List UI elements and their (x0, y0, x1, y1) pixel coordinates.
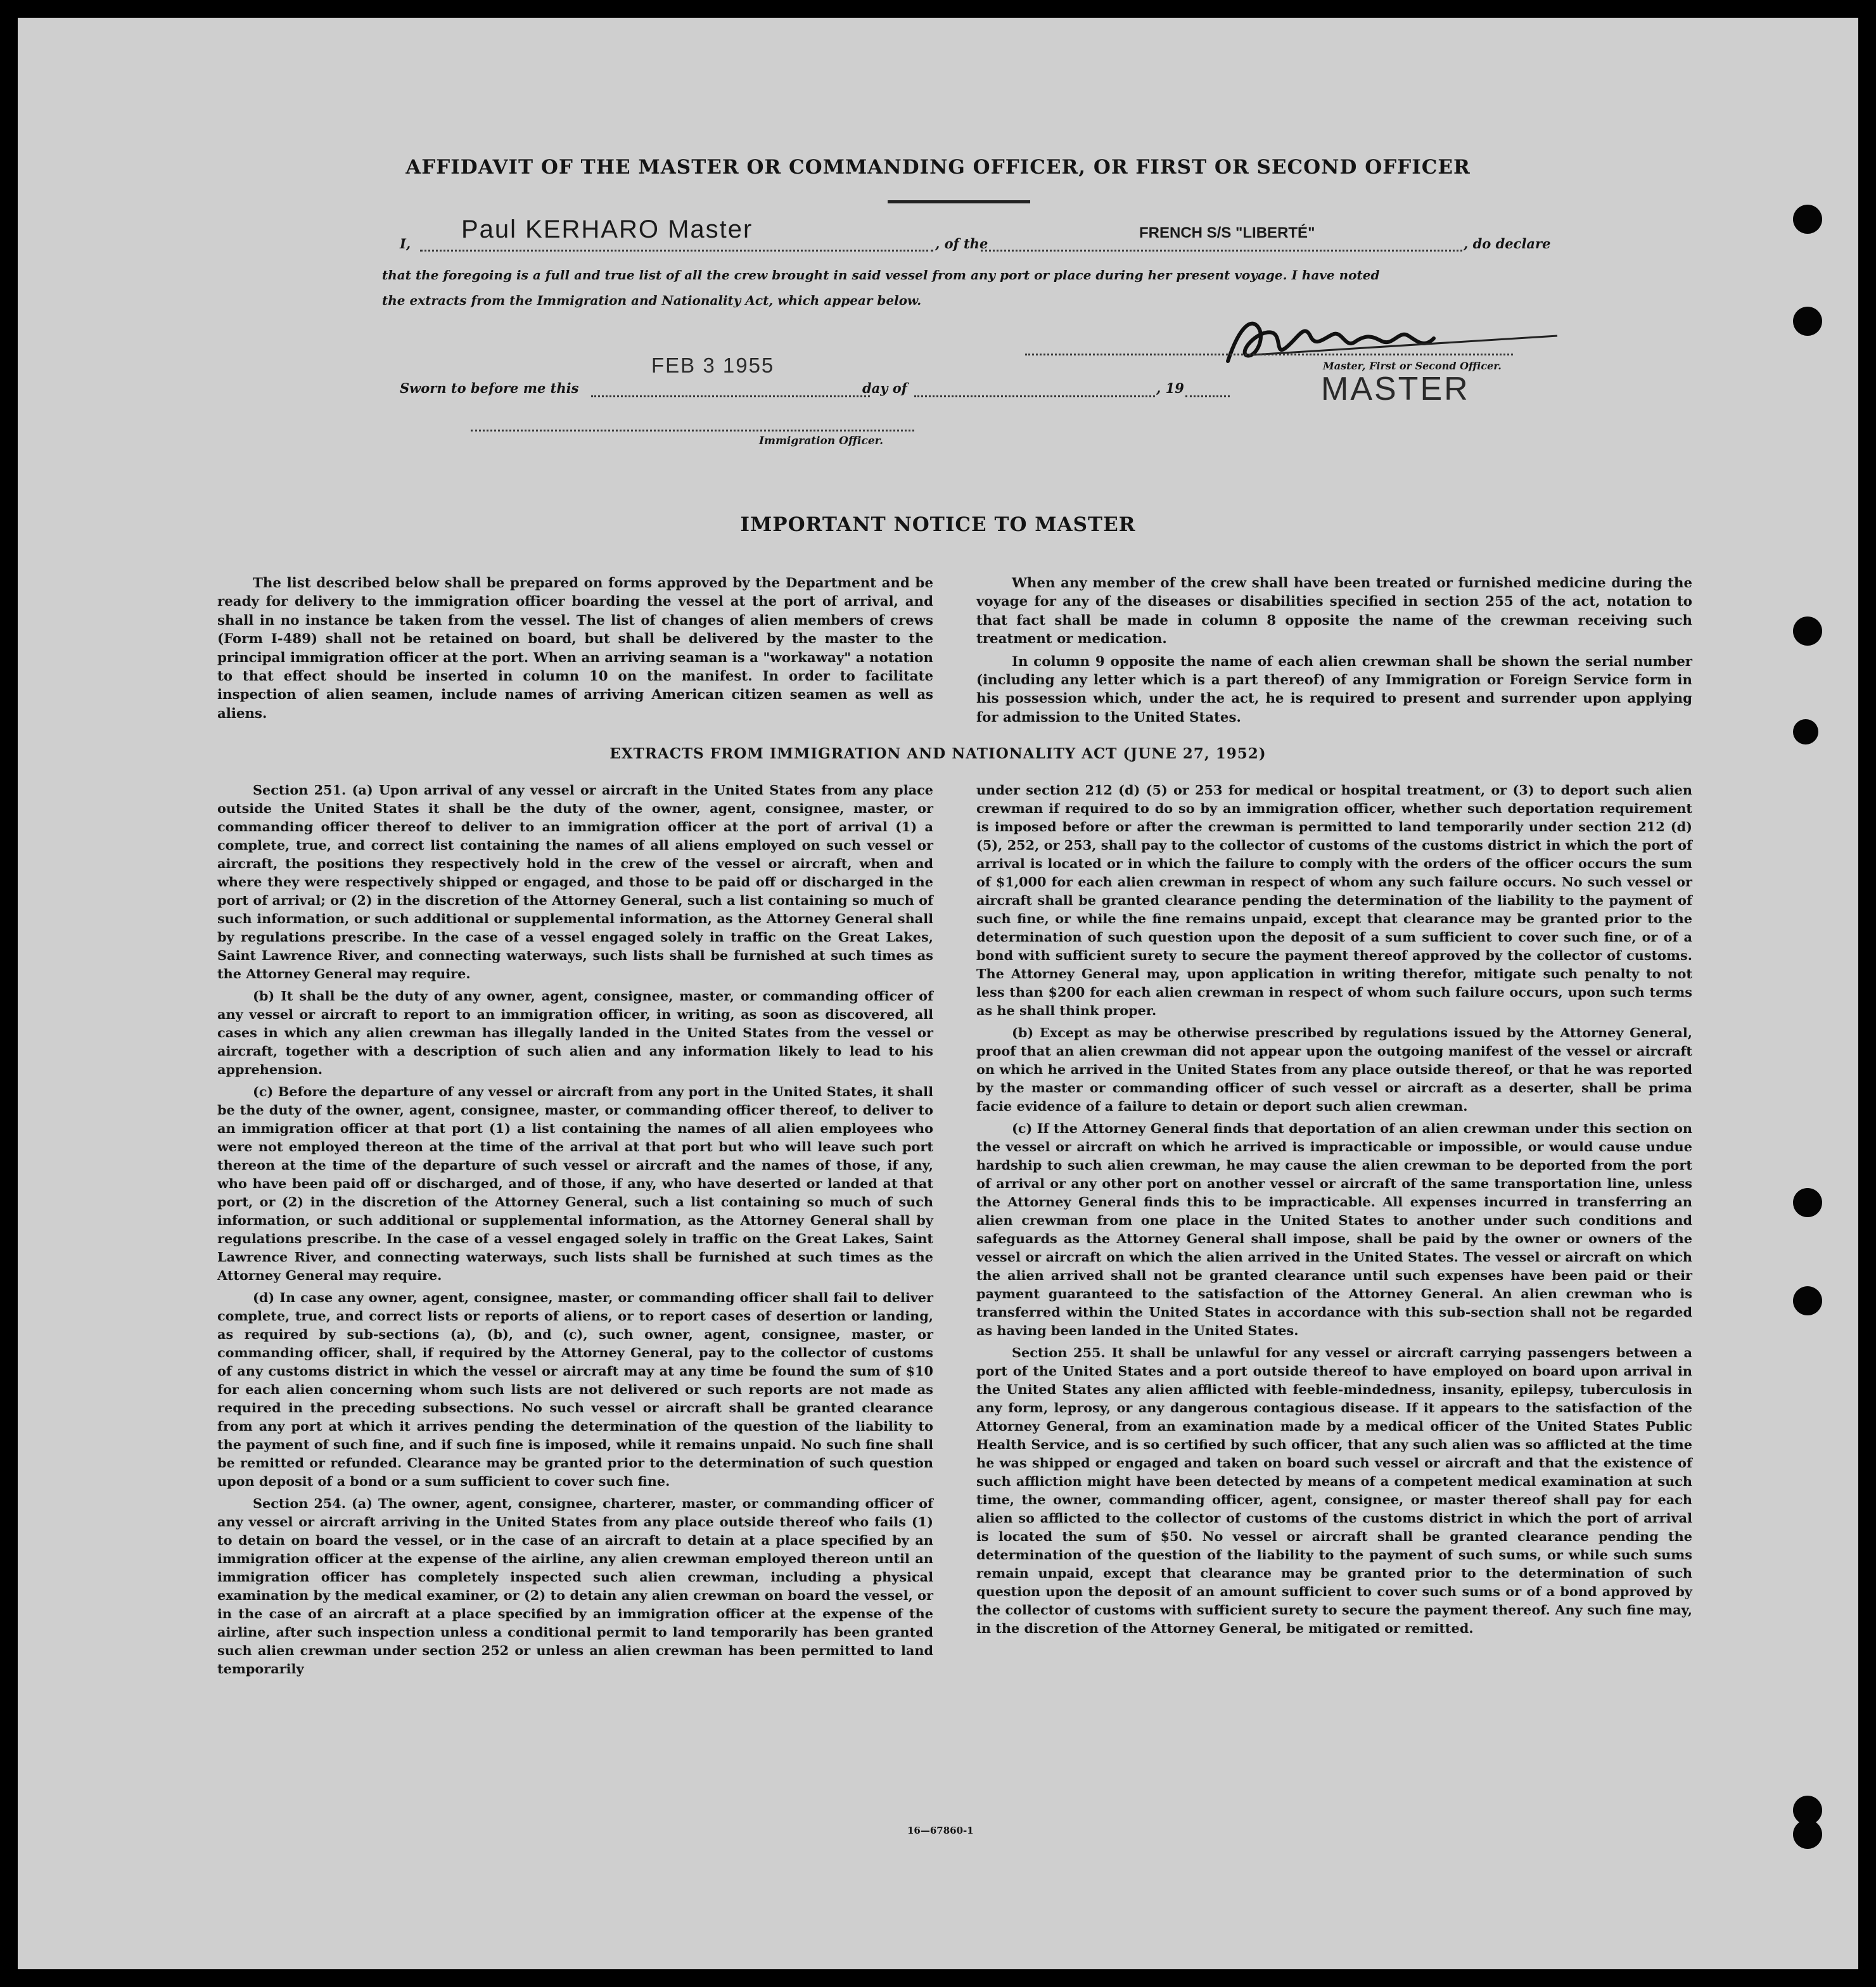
sworn-label: Sworn to before me this (400, 380, 579, 396)
sworn-day-line (591, 395, 870, 397)
vessel-name-line (981, 250, 1462, 252)
affidavit-title: AFFIDAVIT OF THE MASTER OR COMMANDING OFFICER, OR FIRST OR SECOND OFFICER (405, 156, 1471, 179)
extracts-title: EXTRACTS FROM IMMIGRATION AND NATIONALITY ACT (JUNE 27, 1952) (609, 745, 1267, 762)
declaration-line-1: that the foregoing is a full and true list of all the crew brought in said vessel from any port or place during her present voyage. I have noted (382, 267, 1380, 283)
day-of-label: day of (862, 380, 907, 396)
binder-hole (1793, 1820, 1822, 1849)
section-251-b: (b) It shall be the duty of any owner, agent, consignee, master, or commanding officer of any vessel or aircraft to report to an immigration officer, in writing, as soon as discovered, all cases in which any alien crewman has illegally landed in the United States from the vessel or aircraft, together with a description of such alien and any information likely to lead to his apprehension. (217, 988, 933, 1077)
section-254-c: (c) If the Attorney General finds that deportation of an alien crewman under this section on the vessel or aircraft on which he arrived is impracticable or impossible, or would cause undue hardship to such alien crewman, he may cause the alien crewman to be deported from the port of arrival or any other port on another vessel or aircraft of the same transportation line, unless the Attorney General finds this to be impracticable. All expenses incurred in transferring an alien crewman from one place in the United States to another under such conditions and safeguards as the Attorney General shall impose, shall be paid by the owner or owners of the vessel or aircraft on which the alien arrived in the United States. The vessel or aircraft on which the alien arrived shall not be granted clearance until such expenses have been paid or their payment guaranteed to the satisfaction of the Attorney General. An alien crewman who is transferred within the United States in accordance with this sub-section shall not be regarded as having been landed in the United States. (976, 1120, 1692, 1338)
form-code: 16—67860-1 (907, 1825, 974, 1836)
do-declare-label: , do declare (1464, 236, 1551, 252)
section-251-a: Section 251. (a) Upon arrival of any vessel or aircraft in the United States from any place outside the United States it shall be the duty of the owner, agent, consignee, master, or commanding officer thereof to deliver to an immigration officer at the port of arrival (1) a complete, true, and correct list containing the names of all aliens employed on such vessel or aircraft, the positions they respectively hold in the crew of the vessel or aircraft, when and where they were respectively shipped or engaged, and those to be paid off or discharged in the port of arrival; or (2) in the discretion of the Attorney General, such a list containing so much of such information, or such additional or supplemental information, as the Attorney General shall by regulations prescribe. In the case of a vessel engaged solely in traffic on the Great Lakes, Saint Lawrence River, and connecting waterways, such lists shall be furnished at such times as the Attorney General may require. (217, 782, 933, 981)
notice-right-paragraph-1: When any member of the crew shall have been treated or furnished medicine during the voyage for any of the diseases or disabilities specified in section 255 of the act, notation to that fact shall be made in column 8 opposite the name of the crewman receiving such treatment or medication. (976, 575, 1692, 648)
year-line (1185, 395, 1230, 397)
extracts-left-column (217, 781, 933, 1682)
officer-caption: Immigration Officer. (759, 435, 883, 447)
binder-hole (1793, 1188, 1822, 1217)
section-254-a-continued: under section 212 (d) (5) or 253 for medical or hospital treatment, or (3) to deport such alien crewman if required to do so by an immigration officer, whether such deportation requirement is imposed before or after the crewman is permitted to land temporarily under section 212 (d) (5), 252, or 253, shall pay to the collector of customs of the customs district in which the port of arrival is located or in which the failure to comply with the orders of the officer occurs the sum of $1,000 for each alien crewman in respect of whom any such failure occurs. No such vessel or aircraft shall be granted clearance pending the determination of the liability to the payment of such fine, or while the fine remains unpaid, except that clearance may be granted prior to the determination of such question upon the deposit of a sum sufficient to cover such fine, or of a bond with sufficient surety to secure the payment thereof approved by the collector of customs. The Attorney General may, upon application in writing therefor, mitigate such penalty to not less than $200 for each alien crewman in respect of whom such failure occurs, upon such terms as he shall think proper. (976, 782, 1692, 1018)
master-name: Paul KERHARO Master (461, 215, 753, 243)
title-underline (888, 200, 1030, 203)
section-251-c: (c) Before the departure of any vessel or aircraft from any port in the United States, it shall be the duty of the owner, agent, consignee, master, or commanding officer thereof, to deliver to an immigration officer at that port (1) a list containing the names of all alien employees who were not employed thereon at the time of the arrival at that port but who will leave such port thereon at the time of the departure of such vessel or aircraft and the names of those, if any, who have been paid off or discharged, and of those, if any, who have deserted or landed at that port, or (2) in the discretion of the Attorney General, such a list containing so much of such information, or such additional or supplemental information, as the Attorney General shall by regulations prescribe. In the case of a vessel engaged solely in traffic on the Great Lakes, Saint Lawrence River, and connecting waterways, such lists shall be furnished at such times as the Attorney General may require. (217, 1083, 933, 1283)
notice-right-column (976, 574, 1692, 731)
binder-hole (1793, 205, 1822, 234)
notice-left-column (217, 574, 933, 727)
notice-title: IMPORTANT NOTICE TO MASTER (740, 513, 1136, 536)
master-name-line (420, 250, 933, 252)
signature-line (1025, 354, 1513, 355)
declaration-line-2: the extracts from the Immigration and Nationality Act, which appear below. (382, 293, 922, 308)
section-254-a: Section 254. (a) The owner, agent, consignee, charterer, master, or commanding officer of any vessel or aircraft arriving in the United States from any place outside thereof who fails (1) to detain on board the vessel, or in the case of an aircraft to detain at a place specified by an immigration officer at the expense of the airline, any alien crewman employed thereon until an immigration officer has completely inspected such alien crewman, including a physical examination by the medical examiner, or (2) to detain any alien crewman on board the vessel, or in the case of an aircraft at a place specified by an immigration officer at the expense of the airline, after such inspection unless a conditional permit to land temporarily has been granted such alien crewman under section 252 or unless an alien crewman has been permitted to land temporarily (217, 1495, 933, 1677)
binder-hole (1793, 307, 1822, 336)
master-rank-stamp: MASTER (1321, 371, 1470, 407)
i-prefix: I, (400, 236, 411, 252)
of-the-label: , of the (935, 236, 988, 252)
immigration-officer-line (471, 430, 914, 431)
year-label: , 19 (1156, 380, 1184, 396)
date-stamp: FEB 3 1955 (651, 354, 775, 377)
section-254-b: (b) Except as may be otherwise prescribed by regulations issued by the Attorney General, proof that an alien crewman did not appear upon the outgoing manifest of the vessel or aircraft on which he arrived in the United States from any place outside thereof, or that he was reported by the master or commanding officer of such vessel or aircraft as a deserter, shall be prima facie evidence of a failure to detain or deport such alien crewman. (976, 1025, 1692, 1114)
binder-hole (1793, 1286, 1822, 1315)
extracts-right-column (976, 781, 1692, 1641)
document-page (18, 18, 1858, 1969)
section-255: Section 255. It shall be unlawful for any vessel or aircraft carrying passengers between a port of the United States and a port outside thereof to have employed on board upon arrival in the United States any alien afflicted with feeble-mindedness, insanity, epilepsy, tuberculosis in any form, leprosy, or any dangerous contagious disease. If it appears to the satisfaction of the Attorney General, from an examination made by a medical officer of the United States Public Health Service, and is so certified by such officer, that any such alien was so afflicted at the time he was shipped or engaged and taken on board such vessel or aircraft and that the existence of such affliction might have been detected by means of a competent medical examination at such time, the owner, commanding officer, agent, consignee, or master thereof shall pay for each alien so afflicted to the collector of customs of the customs district in which the port of arrival is located the sum of $50. No vessel or aircraft shall be granted clearance pending the determination of the question of the liability to the payment of such sums, or while such sums remain unpaid, except that clearance may be granted prior to the determination of such question upon the deposit of an amount sufficient to cover such sums or of a bond approved by the collector of customs with sufficient surety to secure the payment thereof. Any such fine may, in the discretion of the Attorney General, be mitigated or remitted. (976, 1345, 1692, 1636)
binder-hole (1793, 617, 1822, 646)
vessel-name: FRENCH S/S "LIBERTÉ" (1139, 224, 1315, 241)
binder-hole (1793, 719, 1818, 744)
notice-left-paragraph: The list described below shall be prepared on forms approved by the Department and be ready for delivery to the immigration officer boarding the vessel at the port of arrival, and shall in no instance be taken from the vessel. The list of changes of alien members of crews (Form I-489) shall not be retained on board, but shall be delivered by the master to the principal immigration officer at the port. When an arriving seaman is a "workaway" a notation to that effect should be inserted in column 10 on the manifest. In order to facilitate inspection of alien seamen, include names of arriving American citizen seamen as well as aliens. (217, 575, 933, 722)
section-251-d: (d) In case any owner, agent, consignee, master, or commanding officer shall fail to deliver complete, true, and correct lists or reports of aliens, or to report cases of desertion or landing, as required by sub-sections (a), (b), and (c), such owner, agent, consignee, master, or commanding officer, shall, if required by the Attorney General, pay to the collector of customs of any customs district in which the vessel or aircraft may at any time be found the sum of $10 for each alien concerning whom such lists are not delivered or such reports are not made as required in the preceding subsections. No such vessel or aircraft shall be granted clearance from any port at which it arrives pending the determination of the question of the liability to the payment of such fine, and if such fine is imposed, while it remains unpaid. No such fine shall be remitted or refunded. Clearance may be granted prior to the determination of such question upon deposit of a bond or a sum sufficient to cover such fine. (217, 1289, 933, 1489)
month-line (914, 395, 1155, 397)
notice-right-paragraph-2: In column 9 opposite the name of each alien crewman shall be shown the serial number (including any letter which is a part thereof) of any Immigration or Foreign Service form in his possession which, under the act, he is required to present and surrender upon applying for admission to the United States. (976, 653, 1692, 725)
signature-caption: Master, First or Second Officer. (1323, 360, 1502, 372)
